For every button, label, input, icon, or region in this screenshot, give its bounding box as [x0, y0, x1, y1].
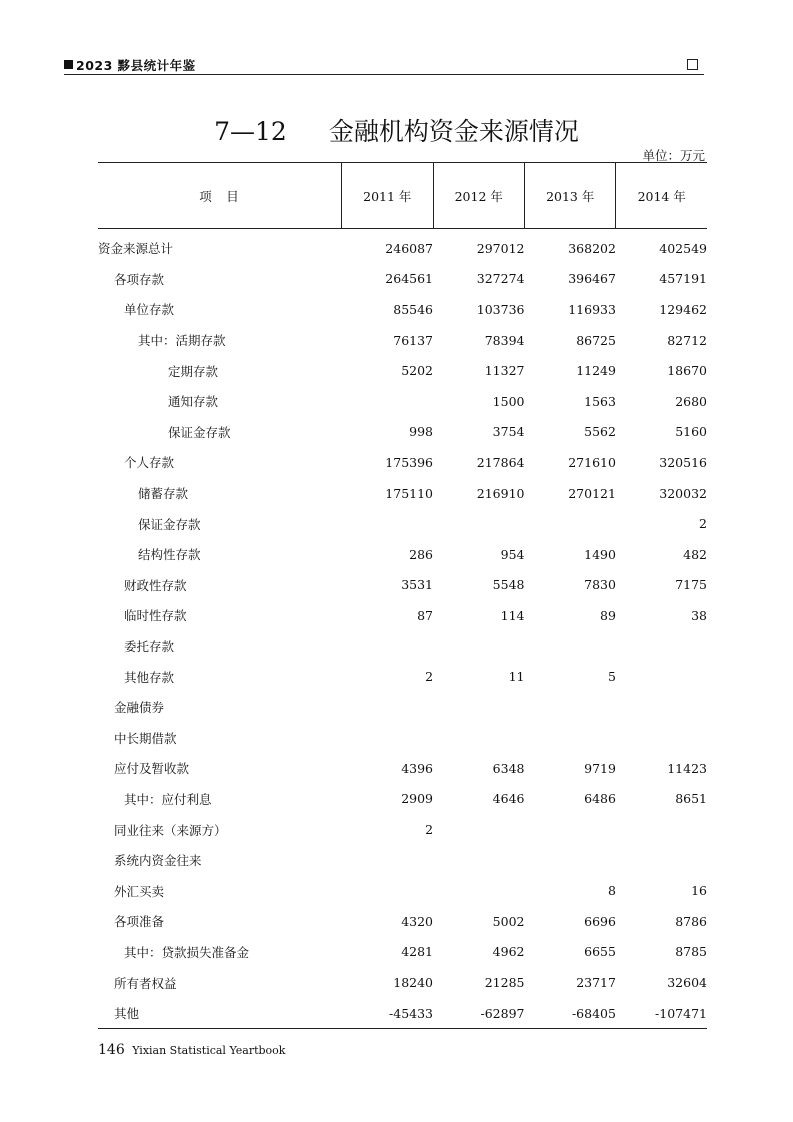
cell-value: 114: [500, 607, 525, 623]
cell-value: 5002: [492, 913, 525, 929]
column-header-2014: 2014 年: [616, 163, 707, 229]
table-row: [98, 631, 707, 662]
cell-value: 8651: [675, 791, 707, 807]
cell-value: [342, 692, 433, 723]
cell-value: 5: [608, 669, 616, 685]
data-table: [98, 162, 707, 1029]
cell-value: 103736: [476, 301, 525, 317]
table-row: [98, 264, 707, 295]
cell-value: 4646: [492, 791, 525, 807]
cell-value: 396467: [568, 271, 616, 287]
cell-value: 32604: [667, 975, 707, 991]
row-label: 定期存款: [168, 363, 219, 379]
row-label: 其中：应付利息: [124, 791, 212, 807]
cell-value: 78394: [484, 332, 525, 348]
cell-value: 327274: [476, 271, 525, 287]
cell-value: 2: [699, 516, 707, 532]
table-number: 7—12: [214, 117, 287, 146]
row-label: 外汇买卖: [114, 883, 165, 899]
cell-value: -45433: [342, 998, 433, 1029]
row-label: 财政性存款: [124, 577, 187, 593]
row-label: 各项存款: [114, 271, 165, 287]
cell-value: [433, 723, 524, 754]
cell-value: 457191: [659, 271, 707, 287]
column-header-2013: 2013 年: [524, 163, 615, 229]
cell-value: [616, 692, 707, 723]
cell-value: 85546: [393, 301, 434, 317]
cell-value: 7175: [675, 577, 707, 593]
cell-value: 6486: [584, 791, 616, 807]
page-footer: [98, 1042, 285, 1058]
cell-value: [433, 845, 524, 876]
cell-value: 8785: [675, 944, 707, 960]
cell-value: [433, 814, 524, 845]
cell-value: [524, 692, 615, 723]
row-label: 保证金存款: [168, 424, 231, 440]
cell-value: 3754: [492, 424, 525, 440]
row-label: 其他存款: [124, 669, 175, 685]
cell-value: [342, 631, 433, 662]
unit-label: 单位：万元: [642, 148, 705, 163]
cell-value: [524, 631, 615, 662]
row-label: 中长期借款: [114, 730, 177, 746]
table-row: [98, 570, 707, 601]
cell-value: 4396: [401, 760, 434, 776]
cell-value: [433, 692, 524, 723]
cell-value: [342, 723, 433, 754]
row-label: 储蓄存款: [138, 486, 189, 502]
cell-value: [342, 508, 433, 539]
header-square-mark: [64, 60, 73, 69]
cell-value: 5160: [675, 424, 707, 440]
page-title: [0, 112, 793, 148]
cell-value: 217864: [476, 454, 525, 470]
cell-value: 2680: [675, 393, 707, 409]
cell-value: 402549: [659, 240, 707, 256]
table-row: [98, 845, 707, 876]
cell-value: 4281: [401, 944, 434, 960]
cell-value: 998: [409, 424, 434, 440]
cell-value: 1490: [584, 546, 616, 562]
cell-value: [342, 845, 433, 876]
cell-value: [524, 814, 615, 845]
table-row: [98, 937, 707, 968]
table-row: [98, 478, 707, 509]
cell-value: 16: [691, 883, 707, 899]
cell-value: 6655: [584, 944, 616, 960]
cell-value: 5202: [401, 363, 434, 379]
table-row: [98, 661, 707, 692]
cell-value: [433, 631, 524, 662]
cell-value: 6696: [584, 913, 616, 929]
cell-value: [524, 508, 615, 539]
table-row: [98, 229, 707, 264]
cell-value: 320032: [659, 485, 707, 501]
cell-value: 89: [600, 607, 616, 623]
row-label: 所有者权益: [114, 975, 177, 991]
table-row: [98, 723, 707, 754]
row-label: 个人存款: [124, 455, 175, 471]
cell-value: 7830: [584, 577, 616, 593]
table-header: [98, 163, 707, 229]
cell-value: [524, 723, 615, 754]
cell-value: 116933: [568, 301, 616, 317]
row-label: 同业往来（来源方）: [114, 822, 227, 838]
table-row: [98, 600, 707, 631]
cell-value: -107471: [616, 998, 707, 1029]
cell-value: 6348: [492, 760, 525, 776]
cell-value: 5548: [492, 577, 525, 593]
cell-value: [342, 386, 433, 417]
row-label: 委托存款: [124, 639, 175, 655]
cell-value: 3531: [401, 577, 434, 593]
cell-value: 368202: [568, 240, 616, 256]
table-row: [98, 692, 707, 723]
table-row: [98, 417, 707, 448]
cell-value: 1563: [584, 393, 616, 409]
cell-value: 38: [691, 607, 707, 623]
cell-value: 18670: [667, 363, 707, 379]
cell-value: 2909: [401, 791, 434, 807]
cell-value: 216910: [476, 485, 525, 501]
cell-value: -68405: [524, 998, 615, 1029]
row-label: 临时性存款: [124, 608, 187, 624]
row-label: 其中：贷款损失准备金: [124, 944, 250, 960]
row-label: 资金来源总计: [98, 241, 174, 257]
cell-value: 87: [417, 607, 434, 623]
header-box-mark: [687, 59, 698, 70]
table-row: [98, 386, 707, 417]
row-label: 结构性存款: [138, 547, 201, 563]
table-row: [98, 753, 707, 784]
column-header-2012: 2012 年: [433, 163, 524, 229]
cell-value: [433, 508, 524, 539]
cell-value: 2: [425, 822, 434, 838]
row-label: 各项准备: [114, 914, 165, 930]
cell-value: [616, 845, 707, 876]
table-title: 金融机构资金来源情况: [328, 117, 579, 146]
table-row: [98, 294, 707, 325]
book-title: Yixian Statistical Yeartbook: [132, 1044, 286, 1057]
cell-value: 286: [409, 546, 434, 562]
cell-value: 9719: [584, 760, 616, 776]
running-title: 2023 黟县统计年鉴: [76, 58, 196, 73]
cell-value: 2: [425, 669, 434, 685]
row-label: 单位存款: [124, 302, 175, 318]
table-row: [98, 967, 707, 998]
cell-value: [616, 814, 707, 845]
cell-value: 175396: [385, 454, 434, 470]
row-label: 其他: [98, 998, 342, 1029]
row-label: 应付及暂收款: [114, 761, 190, 777]
table-row: [98, 814, 707, 845]
table-row: [98, 875, 707, 906]
cell-value: 23717: [576, 975, 616, 991]
cell-value: 246087: [385, 240, 434, 256]
cell-value: 320516: [659, 454, 707, 470]
column-header-item: 项 目: [98, 163, 342, 229]
cell-value: [433, 875, 524, 906]
table-row: [98, 906, 707, 937]
cell-value: [524, 845, 615, 876]
header-row: [98, 163, 707, 229]
cell-value: -62897: [433, 998, 524, 1029]
running-header: [64, 58, 704, 75]
cell-value: 482: [683, 546, 707, 562]
table-row: [98, 355, 707, 386]
cell-value: 11249: [576, 363, 616, 379]
cell-value: 82712: [667, 332, 707, 348]
cell-value: 86725: [576, 332, 616, 348]
cell-value: [616, 631, 707, 662]
cell-value: 8: [608, 883, 616, 899]
cell-value: 264561: [385, 271, 434, 287]
page-number: 146: [98, 1042, 125, 1058]
cell-value: 5562: [584, 424, 616, 440]
cell-value: 954: [500, 546, 525, 562]
cell-value: 76137: [393, 332, 434, 348]
row-label: 通知存款: [168, 394, 219, 410]
table-row: [98, 508, 707, 539]
cell-value: [616, 723, 707, 754]
cell-value: 270121: [568, 485, 616, 501]
cell-value: 11423: [667, 760, 707, 776]
table-row: [98, 325, 707, 356]
row-label: 保证金存款: [138, 516, 201, 532]
cell-value: 11327: [484, 363, 525, 379]
cell-value: [616, 661, 707, 692]
cell-value: 4320: [401, 913, 434, 929]
cell-value: 297012: [476, 240, 525, 256]
cell-value: 21285: [484, 975, 525, 991]
column-header-2011: 2011 年: [342, 163, 433, 229]
row-label: 其中：活期存款: [138, 333, 226, 349]
table-row: [98, 447, 707, 478]
cell-value: 18240: [393, 975, 434, 991]
cell-value: 271610: [568, 454, 616, 470]
cell-value: 4962: [492, 944, 525, 960]
table-row: [98, 998, 707, 1029]
table-row: [98, 784, 707, 815]
cell-value: 175110: [385, 485, 434, 501]
cell-value: 1500: [492, 393, 525, 409]
table-row: [98, 539, 707, 570]
cell-value: [342, 875, 433, 906]
cell-value: 8786: [675, 913, 707, 929]
row-label: 系统内资金往来: [114, 853, 202, 869]
cell-value: 129462: [659, 301, 707, 317]
table-body: [98, 229, 707, 1029]
row-label: 金融债券: [114, 700, 165, 716]
cell-value: 11: [508, 669, 525, 685]
